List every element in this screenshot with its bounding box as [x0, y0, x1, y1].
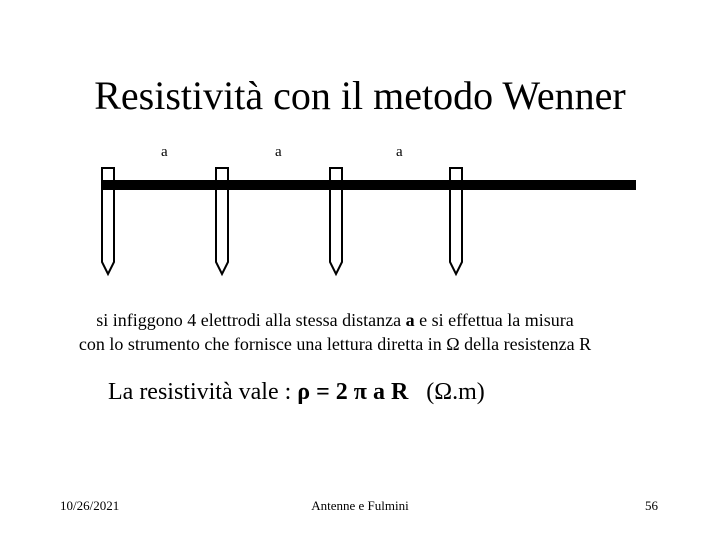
formula-unit-spacer: [408, 379, 426, 405]
caption-text-1a: si infiggono 4 elettrodi alla stessa distanza: [96, 310, 406, 330]
footer-page-number: 56: [645, 498, 658, 513]
spacing-label-a-2: a: [275, 144, 282, 160]
footer-date: 10/26/2021: [60, 498, 120, 513]
formula-unit: (Ω.m): [426, 379, 485, 405]
ground-surface-line: [102, 180, 636, 190]
resistivity-formula: [108, 376, 485, 408]
caption-line-2: con lo strumento che fornisce una lettura diretta in Ω della resistenza R: [78, 334, 592, 354]
caption-bold-a: a: [405, 310, 415, 330]
caption-text-1b: e si effettua la misura: [414, 310, 574, 330]
spacing-label-a-1: a: [161, 144, 168, 160]
formula-prefix: La resistività vale :: [108, 379, 298, 405]
caption-line-1: [0, 309, 670, 331]
footer-title: Antenne e Fulmini: [311, 498, 409, 513]
spacing-label-a-3: a: [396, 144, 403, 160]
formula-expression: ρ = 2 π a R: [297, 379, 409, 405]
slide-title: Resistività con il metodo Wenner: [94, 73, 626, 118]
